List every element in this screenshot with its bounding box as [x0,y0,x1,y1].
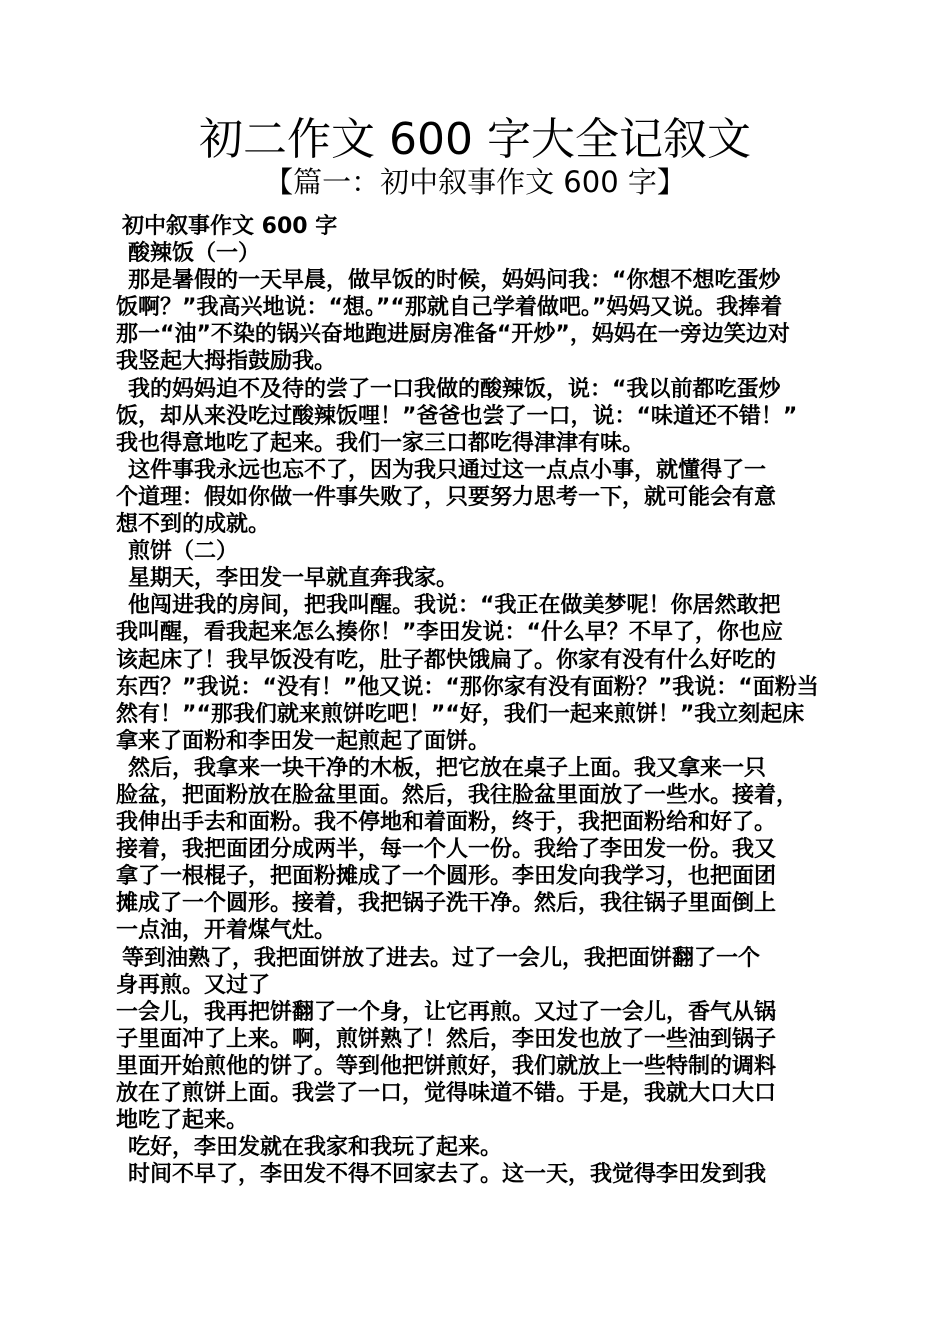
document-subtitle: 【篇一：初中叙事作文 600 字】 [264,165,686,199]
document-title: 初二作文 600 字大全记叙文 [199,114,751,165]
text-line: 我伸出手去和面粉。我不停地和着面粉，终于，我把面粉给和好了。 [116,810,777,836]
text-line: 他闯进我的房间，把我叫醒。我说：“我正在做美梦呢！你居然敢把 [128,593,781,619]
text-line: 脸盆，把面粉放在脸盆里面。然后，我往脸盆里面放了一些水。接着， [116,782,799,808]
text-line: 摊成了一个圆形。接着，我把锅子洗干净。然后，我往锅子里面倒上 [116,891,777,917]
text-line: 我也得意地吃了起来。我们一家三口都吃得津津有味。 [116,430,645,456]
text-line: 想不到的成就。 [116,512,271,538]
text-line: 个道理：假如你做一件事失败了，只要努力思考一下，就可能会有意 [116,484,777,510]
text-line: 吃好，李田发就在我家和我玩了起来。 [128,1135,503,1161]
text-line: 饭啊？”我高兴地说：“想。”“那就自己学着做吧。”妈妈又说。我捧着 [116,295,783,321]
text-line: 东西？”我说：“没有！”他又说：“那你家有没有面粉？”我说：“面粉当 [116,674,819,700]
text-line: 拿了一根棍子，把面粉摊成了一个圆形。李田发向我学习，也把面团 [116,864,777,890]
text-line: 接着，我把面团分成两半，每一个人一份。我给了李田发一份。我又 [116,837,777,863]
text-line: 一会儿，我再把饼翻了一个身，让它再煎。又过了一会儿，香气从锅 [116,999,777,1025]
text-line: 时间不早了，李田发不得不回家去了。这一天，我觉得李田发到我 [128,1162,767,1188]
text-line: 拿来了面粉和李田发一起煎起了面饼。 [116,728,491,754]
text-line: 然有！”“那我们就来煎饼吃吧！”“好，我们一起来煎饼！”我立刻起床 [116,701,805,727]
text-line: 等到油熟了，我把面饼放了进去。过了一会儿，我把面饼翻了一个 [122,945,761,971]
text-line: 子里面冲了上来。啊，煎饼熟了！然后，李田发也放了一些油到锅子 [116,1026,777,1052]
text-line: 我竖起大拇指鼓励我。 [116,349,337,375]
story-heading: 煎饼（二） [128,539,239,565]
text-line: 然后，我拿来一块干净的木板，把它放在桌子上面。我又拿来一只 [128,755,767,781]
text-line: 放在了煎饼上面。我尝了一口，觉得味道不错。于是，我就大口大口 [116,1081,777,1106]
section-heading: 初中叙事作文 600 字 [122,214,338,239]
text-line: 该起床了！我早饭没有吃，肚子都快饿扁了。你家有没有什么好吃的 [116,647,777,673]
text-line: 里面开始煎他的饼了。等到他把饼煎好，我们就放上一些特制的调料 [116,1053,777,1079]
text-line: 我叫醒，看我起来怎么揍你！”李田发说：“什么早？不早了，你也应 [116,620,783,646]
story-heading: 酸辣饭（一） [128,241,261,267]
text-line: 我的妈妈迫不及待的尝了一口我做的酸辣饭，说：“我以前都吃蛋炒 [128,376,781,402]
text-line: 身再煎。又过了 [116,972,271,998]
text-line: 那一“油”不染的锅兴奋地跑进厨房准备“开炒”，妈妈在一旁边笑边对 [116,322,790,348]
text-line: 饭，却从来没吃过酸辣饭哩！”爸爸也尝了一口，说：“味道还不错！” [116,403,798,429]
text-line: 一点油，开着煤气灶。 [116,918,337,944]
document-body [116,213,836,1188]
text-line: 地吃了起来。 [116,1108,249,1134]
text-line: 那是暑假的一天早晨，做早饭的时候，妈妈问我：“你想不想吃蛋炒 [128,268,781,294]
text-line: 这件事我永远也忘不了，因为我只通过这一点点小事，就懂得了一 [128,457,767,483]
text-line: 星期天，李田发一早就直奔我家。 [128,566,459,592]
